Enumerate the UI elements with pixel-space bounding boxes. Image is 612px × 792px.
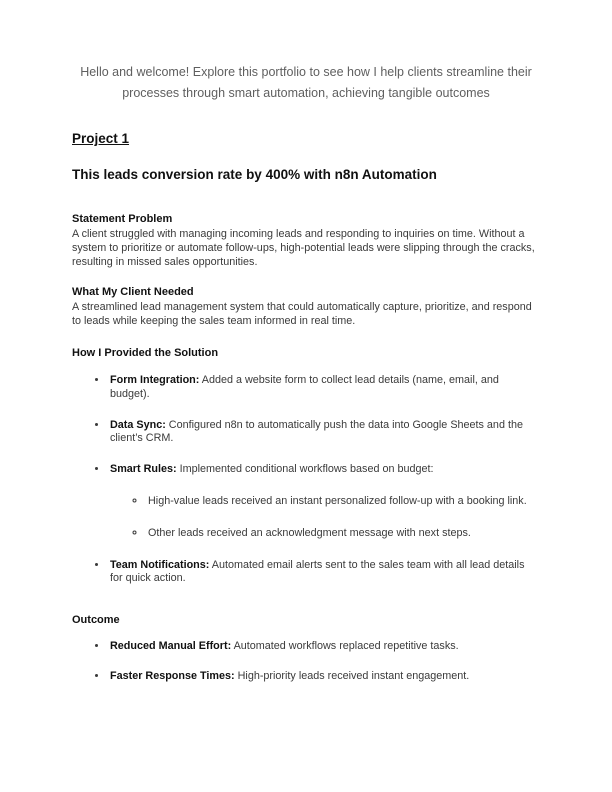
- bullet-label: Faster Response Times:: [110, 669, 235, 682]
- project-headline: This leads conversion rate by 400% with n8n Automation: [72, 167, 437, 182]
- bullet-text: Configured n8n to automatically push the data into Google Sheets and the client’s CRM.: [110, 418, 523, 445]
- list-item: [108, 559, 540, 587]
- outcome-list: [72, 640, 540, 684]
- list-item: [108, 419, 540, 447]
- bullet-text: Automated workflows replaced repetitive tasks.: [231, 640, 459, 653]
- bullet-label: Form Integration:: [110, 373, 200, 386]
- bullet-label: Smart Rules:: [110, 463, 177, 476]
- sub-list-item: ◦ High-value leads received an instant personalized follow-up with a booking link.: [146, 495, 540, 509]
- solution-heading: How I Provided the Solution: [72, 346, 219, 359]
- intro-paragraph: Hello and welcome! Explore this portfolio to see how I help clients streamline their processes through smart automation, achieving tangible outcomes: [80, 65, 532, 100]
- project-heading: Project 1: [72, 131, 130, 146]
- bullet-text: Added a website form to collect lead details (name, email, and budget).: [110, 373, 499, 400]
- bullet-text: Automated email alerts sent to the sales team with all lead details for quick action.: [110, 558, 525, 585]
- smart-rules-sublist: [110, 495, 540, 541]
- list-item: [108, 463, 540, 540]
- solution-list: [72, 374, 540, 586]
- bullet-label: Team Notifications:: [110, 558, 210, 571]
- list-item: [108, 670, 540, 684]
- outcome-heading: Outcome: [72, 614, 120, 627]
- list-item: [108, 374, 540, 402]
- bullet-text: Implemented conditional workflows based on budget:: [176, 463, 434, 476]
- statement-problem-heading: Statement Problem: [72, 213, 173, 225]
- bullet-text: High-priority leads received instant engagement.: [234, 669, 470, 682]
- sub-list-item: ◦ Other leads received an acknowledgment message with next steps.: [146, 527, 540, 541]
- statement-problem-body: A client struggled with managing incoming leads and responding to inquiries on time. Without a system to prioritize or automate follow-ups, high-potential leads were slipping through the cracks, resulting in missed sales opportunities.: [72, 228, 535, 268]
- bullet-label: Reduced Manual Effort:: [110, 640, 232, 653]
- list-item: [108, 640, 540, 654]
- bullet-label: Data Sync:: [110, 418, 166, 431]
- client-needed-heading: What My Client Needed: [72, 286, 194, 299]
- client-needed-body: A streamlined lead management system that could automatically capture, prioritize, and respond to leads while keeping the sales team informed in real time.: [72, 301, 532, 328]
